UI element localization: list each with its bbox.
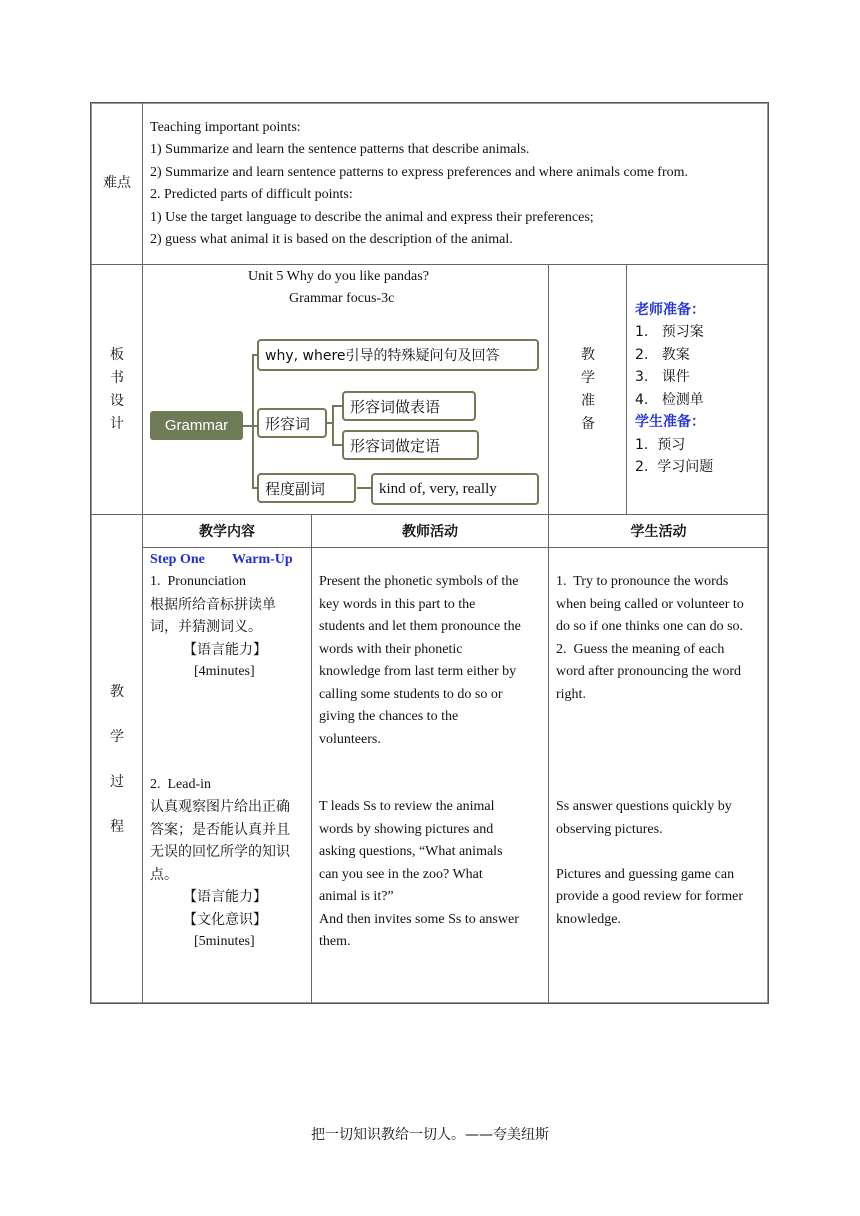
teacher-activity-line: them. — [319, 934, 351, 949]
board-label-char: 计 — [110, 416, 124, 432]
teacher-activity-line: asking questions, “What animals — [319, 844, 503, 859]
student-activity-line: knowledge. — [556, 912, 621, 927]
student-activity-line: 1. Try to pronounce the words — [556, 574, 729, 589]
content-line: 【语言能力】 — [183, 889, 267, 905]
prep-label-char: 准 — [581, 393, 595, 409]
content-line: 词，并猜测词义。 — [150, 619, 262, 635]
student-activity-line: Ss answer questions quickly by — [556, 799, 732, 814]
teacher-activity-line: knowledge from last term either by — [319, 664, 517, 679]
content-line: 点。 — [150, 867, 178, 883]
row-divider — [91, 264, 768, 265]
difficulty-line: Teaching important points: — [150, 120, 301, 135]
process-label-char: 教 — [110, 684, 124, 700]
process-label-char: 程 — [110, 819, 124, 835]
node-why-where: why, where引导的特殊疑问句及回答 — [257, 339, 539, 371]
content-line: 根据所给音标拼读单 — [150, 597, 276, 613]
student-prep-item: 1. 预习 — [635, 437, 686, 453]
header-content: 教学内容 — [199, 524, 255, 540]
board-subtitle: Grammar focus-3c — [289, 291, 395, 306]
header-student-activity: 学生活动 — [630, 524, 687, 540]
teacher-prep-item: 4. 检测单 — [635, 392, 704, 408]
node-degree-adverb: 程度副词 — [257, 473, 356, 503]
content-line: [5minutes] — [194, 934, 255, 949]
student-activity-line: observing pictures. — [556, 822, 663, 837]
step-one-subtitle: Warm-Up — [232, 552, 293, 567]
teacher-prep-item: 2. 教案 — [635, 347, 690, 363]
student-activity-line: 2. Guess the meaning of each — [556, 642, 725, 657]
node-adjective-predicative: 形容词做表语 — [342, 391, 476, 421]
col-divider — [142, 103, 143, 1003]
teacher-prep-item: 3. 课件 — [635, 369, 690, 385]
student-activity-line: word after pronouncing the word — [556, 664, 742, 679]
difficulty-line: 1) Summarize and learn the sentence patterns that describe animals. — [150, 142, 530, 157]
board-label-char: 书 — [110, 370, 124, 386]
teacher-activity-line: animal is it?” — [319, 889, 394, 904]
row-divider — [143, 547, 768, 548]
teacher-activity-line: can you see in the zoo? What — [319, 867, 483, 882]
process-label-char: 学 — [110, 729, 124, 745]
col-divider — [626, 264, 627, 514]
teacher-activity-line: students and let them pronounce the — [319, 619, 521, 634]
student-activity-line: right. — [556, 687, 586, 702]
board-label-char: 设 — [110, 393, 124, 409]
content-line: 【语言能力】 — [183, 642, 267, 658]
header-teacher-activity: 教师活动 — [402, 524, 458, 540]
teacher-activity-line: T leads Ss to review the animal — [319, 799, 495, 814]
difficulty-label: 难点 — [103, 175, 131, 191]
teacher-prep-item: 1. 预习案 — [635, 324, 704, 340]
student-activity-line: Pictures and guessing game can — [556, 867, 735, 882]
difficulty-line: 2. Predicted parts of difficult points: — [150, 187, 353, 202]
content-line: 1. Pronunciation — [150, 574, 247, 589]
teacher-activity-line: And then invites some Ss to answer — [319, 912, 519, 927]
node-adjective: 形容词 — [257, 408, 327, 438]
teacher-prep-title: 老师准备： — [635, 302, 705, 318]
node-adverb-examples: kind of, very, really — [371, 473, 539, 505]
student-activity-line: when being called or volunteer to — [556, 597, 744, 612]
content-line: 认真观察图片给出正确 — [150, 799, 290, 815]
teacher-activity-line: words by showing pictures and — [319, 822, 494, 837]
difficulty-line: 1) Use the target language to describe the animal and express their preferences; — [150, 210, 594, 225]
node-adjective-attributive: 形容词做定语 — [342, 430, 479, 460]
prep-label-char: 学 — [581, 370, 595, 386]
teacher-activity-line: volunteers. — [319, 732, 381, 747]
student-activity-line: provide a good review for former — [556, 889, 743, 904]
teacher-activity-line: key words in this part to the — [319, 597, 476, 612]
content-line: 【文化意识】 — [183, 912, 267, 928]
col-divider — [548, 264, 549, 1003]
board-label-char: 板 — [110, 347, 124, 363]
student-prep-title: 学生准备： — [635, 414, 705, 430]
difficulty-line: 2) Summarize and learn sentence patterns to express preferences and where animals come from. — [150, 165, 688, 180]
grammar-root-node: Grammar — [150, 411, 243, 440]
process-label-char: 过 — [110, 774, 124, 790]
prep-label-char: 教 — [581, 347, 595, 363]
teacher-activity-line: giving the chances to the — [319, 709, 459, 724]
board-title: Unit 5 Why do you like pandas? — [248, 269, 429, 284]
content-line: 2. Lead-in — [150, 777, 212, 792]
footer-quote: 把一切知识教给一切人。——夸美纽斯 — [311, 1127, 549, 1143]
student-activity-line: do so if one thinks one can do so. — [556, 619, 744, 634]
student-prep-item: 2. 学习问题 — [635, 459, 714, 475]
prep-label-char: 备 — [581, 416, 595, 432]
teacher-activity-line: words with their phonetic — [319, 642, 463, 657]
difficulty-line: 2) guess what animal it is based on the description of the animal. — [150, 232, 513, 247]
content-line: 无误的回忆所学的知识 — [150, 844, 290, 860]
teacher-activity-line: calling some students to do so or — [319, 687, 503, 702]
content-line: [4minutes] — [194, 664, 255, 679]
step-one-title: Step One — [150, 552, 205, 567]
col-divider — [311, 514, 312, 1003]
content-line: 答案；是否能认真并且 — [150, 822, 290, 838]
teacher-activity-line: Present the phonetic symbols of the — [319, 574, 519, 589]
